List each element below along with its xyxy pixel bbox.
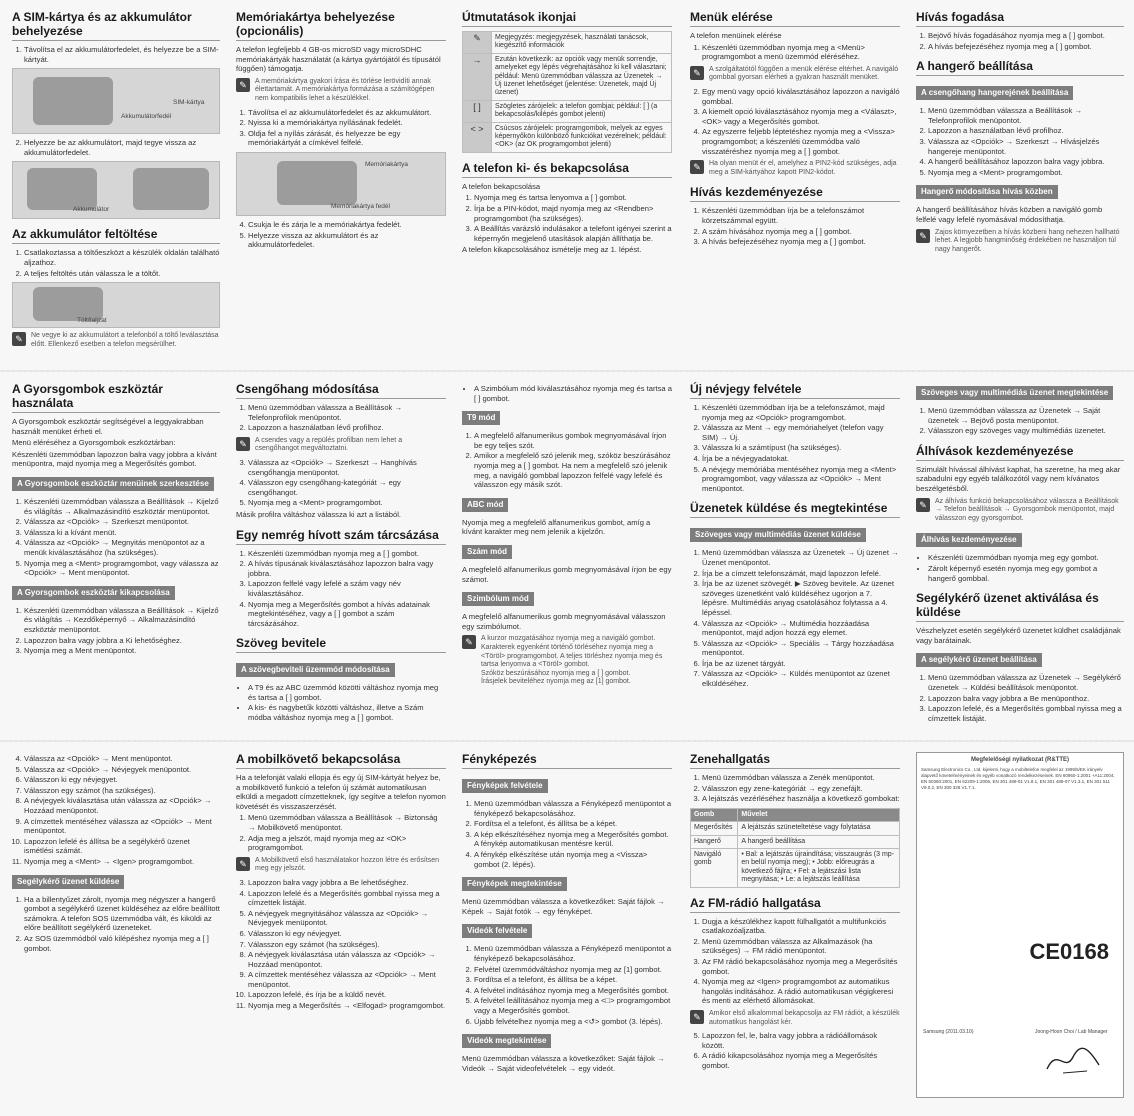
list-item: 8. A névjegyek kiválasztása után válassza az <Opciók> → Hozzáad menüpontot. [248,950,446,969]
label-card-lock: Memóriakártya fedél [331,202,390,210]
column-icons [462,10,672,365]
text-input-bullets [236,683,446,722]
table-cell: Megerősítés [691,822,738,835]
list-item: 11. Nyomja meg a <Ment> → <Igen> programgombot. [24,857,220,867]
list-item: 2. Lapozzon balra vagy jobbra a Be menüponthoz. [928,694,1124,704]
list-item: 4. Válassza az <Opciók> → Megnyitás menüpontot az a menük kiválasztásához (ha szükséges). [24,538,220,557]
table-cell: A hangerő beállítása [738,835,900,848]
charging-steps [12,248,220,278]
list-item: 1. Készenléti üzemmódban írja be a telefonszámot körzetszámmal együtt. [702,206,900,225]
list-item: 2. Nyissa ki a memóriakártya nyílásának fedelét. [248,118,446,128]
power-intro: A telefon bekapcsolása [462,181,541,191]
sos-send-steps [12,895,220,954]
list-item: 1. Ha a billentyűzet zárolt, nyomja meg négyszer a hangerő gombot a segélykérő üzenet küldéséhez az előre beállított számokra. A telefon SOS üzemmódba vált, és kiküldi az előre beállított segélykérő üzeneteket. [24,895,220,933]
list-item: 2. Egy menü vagy opció kiválasztásához lapozzon a navigáló gombbal. [702,87,900,106]
column-ringtone [236,382,446,734]
subsection-bar: ABC mód [462,498,508,512]
list-item: 5. Lapozzon fel, le, balra vagy jobbra a rádióállomások között. [702,1031,900,1050]
table-header: Gomb [691,808,738,821]
list-item: 6. Újabb felvételhez nyomja meg a <↺> gombot (3. lépés). [474,1017,672,1027]
list-item: 1. Nyomja meg és tartsa lenyomva a [ ] gombot. [474,193,672,203]
list-item: 1. Dugja a készülékhez kapott fülhallgatót a multifunkciós csatlakozóaljzatba. [702,917,900,936]
note-icon: ✎ [690,1010,704,1024]
list-item: 1. A megfelelő alfanumerikus gombok megnyomásával írjon be egy teljes szót. [474,431,672,450]
square-brackets-icon: [ ] [463,100,492,122]
list-item: 3. A kép elkészítéséhez nyomja meg a Megerősítés gombot. A fénykép automatikusan mentésre kerül. [474,830,672,849]
sim-illustration [12,68,220,134]
list-item: 5. A névjegyek megnyitásához válassza az <Opciók> → Névjegyek menüpontot. [248,909,446,928]
list-item: 7. Válassza az <Opciók> → Küldés menüpontot az üzenet elküldéséhez. [702,669,900,688]
note-icon: ✎ [463,32,492,54]
list-item: 1. Távolítsa el az akkumulátorfedelet, és helyezze be a SIM-kártyát. [24,45,220,64]
list-item: 5. Helyezze vissza az akkumulátort és az akkumulátorfedelet. [248,231,446,250]
note-box [916,498,1124,524]
list-item: 8. A névjegyek kiválasztása után válassza az <Opciók> → Hozzáad menüpontot. [24,796,220,815]
list-item: • A kis- és nagybetűk közötti váltáshoz, illetve a Szám módba váltáshoz nyomja meg a [ ] gombot. [248,703,446,722]
subsection-bar: A Gyorsgombok eszköztár kikapcsolása [12,586,175,600]
charger-illustration [12,282,220,328]
list-item: 2. Felvétel üzemmódváltáshoz nyomja meg az [1] gombot. [474,965,672,975]
list-item: 2. A teljes feltöltés után válassza le a töltőt. [24,269,220,279]
table-cell: A lejátszás szüneteltetése vagy folytatása [738,822,900,835]
list-item: 6. Írja be az üzenet tárgyát. [702,659,900,669]
label-charger: Töltőaljzat [77,317,107,325]
note-line: Szóköz beszúrásához nyomja meg a [ ] gombot. [481,669,631,677]
column-sim-battery [12,10,220,365]
list-item: 2. Írja be a címzett telefonszámát, majd lapozzon lefelé. [702,569,900,579]
table-row [463,100,672,122]
list-item: 1. Készenléti üzemmódban nyomja meg a <Menü> programgombot a menü üzemmód eléréséhez. [702,43,900,62]
fake-call-bullets [916,553,1124,583]
list-item: 1. Menü üzemmódban válassza az Üzenetek → Segélykérő üzenetek → Küldési beállítások menüpontot. [928,673,1124,692]
list-item: 1. Menü üzemmódban válassza az Üzenetek → Saját üzenetek → Bejövő posta menüpontot. [928,406,1124,425]
section-title-answer: Hívás fogadása [916,10,1124,27]
list-item: • Zárolt képernyő esetén nyomja meg egy gombot a hangerő gombbal. [928,564,1124,583]
section-title-charging: Az akkumulátor feltöltése [12,227,220,244]
note-icon: ✎ [916,229,930,243]
icon-desc: Ezután következik: az opciók vagy menük sorrendje, amelyeket egy lépés végrehajtásához ki kell választani; például: Menü üzemmódban válassza az Üzenetek → Új üzenet lehetőséget (jelentése: Üzenetek, majd Új üzenet) [492,53,672,100]
list-item: 10. Lapozzon lefelé, és írja be a küldő nevét. [248,990,446,1000]
list-item: 2. Válasszon egy zene-kategóriát → egy zenefájlt. [702,784,900,794]
icon-desc: Megjegyzés: megjegyzések, használati tanácsok, kiegészítő információk [492,32,672,54]
radio-steps [690,917,900,1006]
list-item: 4. Válasszon egy csengőhang-kategóriát → egy csengőhangot. [248,478,446,497]
list-item: 4. Nyomja meg a Megerősítés gombot a hívás adatainak megtekintéséhez, vagy a [ ] gombot a szám tárcsázásához. [248,600,446,629]
table-header: Művelet [738,808,900,821]
note-text: A memóriakártya gyakori írása és törlése lerövidíti annak élettartamát. A memóriakártya formázása a számítógépen nem kompatibilis lehet a készülékkel. [255,77,435,102]
column-input-modes [462,382,672,734]
tracker-steps [236,813,446,852]
list-item: 6. Válasszon ki egy névjegyet. [248,929,446,939]
signature-date: Samsung (2011.03.10) [923,1029,974,1035]
subsection-bar: Szöveges vagy multimédiás üzenet küldése [690,528,866,542]
section-title-music: Zenehallgatás [690,752,900,769]
phone-image [277,161,357,205]
list-item: 3. A kiemelt opció kiválasztásához nyomja meg a <Választ>, <OK> vagy a Megerősítés gombot. [702,107,900,126]
table-row [691,835,900,848]
section-title-redial: Egy nemrég hívott szám tárcsázása [236,528,446,545]
list-item: 4. Nyomja meg az <Igen> programgombot az automatikus hangolás indításához. A rádió automatikusan végigkeresi és menti az elérhető állomásokat. [702,977,900,1006]
section-title-memory: Memóriakártya behelyezése (opcionális) [236,10,446,41]
list-item: 1. Menü üzemmódban válassza a Beállítások → Telefonprofilok menüpontot. [928,106,1124,125]
list-item: 4. A fénykép elkészítése után nyomja meg a <Vissza> gombot (2. lépés). [474,850,672,869]
power-steps [462,193,672,243]
subsection-bar: Fényképek megtekintése [462,877,567,891]
list-item: 2. Lapozzon a használatban lévő profilhoz. [248,423,446,433]
column-answer-volume [916,10,1124,365]
memory-steps-2 [236,220,446,250]
list-item: 1. Távolítsa el az akkumulátorfedelet és az akkumulátort. [248,108,446,118]
list-item: 1. Készenléti üzemmódban válassza a Beállítások → Kijelző és világítás → Alkalmazásindító eszköztár menüpontot. [24,497,220,516]
menus-steps-2 [690,87,900,156]
list-item: 4. Válassza az <Opciók> → Multimédia hozzáadása menüpontot, majd adjon hozzá egy elemet. [702,619,900,638]
list-item: 7. Válasszon egy számot (ha szükséges). [248,940,446,950]
list-item: 5. Válassza az <Opciók> → Névjegyek menüpontot. [24,765,220,775]
list-item: 2. Lapozzon a használatban lévő profilhoz. [928,126,1124,136]
list-item: 2. Írja be a PIN-kódot, majd nyomja meg az <Rendben> programgombot (ha szükséges). [474,204,672,223]
subsection-bar: Szimbólum mód [462,592,534,606]
table-row [463,122,672,152]
note-text: Zajos környezetben a hívás közbeni hang nehezen hallható lehet. A legjobb hangminőség érdekében ne használjon túl nagy hangerőt. [935,228,1120,253]
list-item: 10. Lapozzon lefelé és állítsa be a segélykérő üzenet ismétlési számát. [24,837,220,856]
note-text [481,635,672,687]
subsection-bar: T9 mód [462,411,500,425]
list-item: 11. Nyomja meg a Megerősítés → <Elfogad> programgombot. [248,1001,446,1011]
section-title-camera: Fényképezés [462,752,672,769]
redial-steps [236,549,446,629]
list-item: 3. Fordítsa el a telefont, és állítsa be a képet. [474,975,672,985]
subsection-bar: A szövegbeviteli üzemmód módosítása [236,663,395,677]
list-item: 3. Válassza ki a számtípust (ha szükséges). [702,443,900,453]
tracker-steps-2 [236,878,446,1011]
declaration-body: Samsung Electronics Co., Ltd. kijelenti, hogy a mobiltelefon megfelel az 1999/5/EK irányelv alapvető követelményeinek és egyéb vonatkozó rendelkezéseinek. EN 60950-1:2001 +A11:2004, EN 50360:2001, EN 62209-1:2006, EN 301 489-01 V1.8.1, EN 301 489-07 V1.3.1, EN 301 511 V9.0.2, EN 300 328 V1.7.1. [921,767,1115,790]
angle-brackets-icon: < > [463,122,492,152]
t9-steps [462,431,672,490]
sos-steps-continued [12,754,220,867]
list-item: 4. Az egyszerre feljebb léptetéshez nyomja meg a <Vissza> programgombot; a készenléti üzemmódba való visszatéréshez nyomja meg a [ ] gombot. [702,127,900,156]
list-item: 3. Válassza az <Opciók> → Szerkeszt → Hanghívás csengőhangja menüpontot. [248,458,446,477]
subsection-bar: Hangerő módosítása hívás közben [916,185,1058,199]
list-item: 1. Csatlakoztassa a töltőeszközt a készülék oldalán található aljzathoz. [24,248,220,267]
list-item: • A T9 és az ABC üzemmód közötti váltáshoz nyomja meg és tartsa a [ ] gombot. [248,683,446,702]
fake-call-text: Szimulált hívással álhívást kaphat, ha szeretne, ha meg akar szabadulni egy egyéb találkozótól vagy nem kívánatos beszélgetésből. [916,464,1121,493]
list-item: 2. Válassza az Ment → egy memóriahelyet (telefon vagy SIM) → Új. [702,423,900,442]
radio-steps-2 [690,1031,900,1070]
note-text: Ha olyan menüt ér el, amelyhez a PIN2-kód szükséges, adja meg a SIM-kártyához kapott PIN2-kódot. [709,160,897,176]
list-item: 3. Válassza ki a kívánt menüt. [24,528,220,538]
list-item: 1. Menü üzemmódban válassza a Fényképező menüpontot a fényképező bekapcsolásához. [474,944,672,963]
list-item: • A Szimbólum mód kiválasztásához nyomja meg és tartsa a [ ] gombot. [474,384,672,403]
column-mobile-tracker [236,752,446,1108]
menus-steps [690,43,900,62]
column-sos-continued [12,752,220,1108]
column-memory-card [236,10,446,365]
list-item: 1. Bejövő hívás fogadásához nyomja meg a [ ] gombot. [928,31,1124,41]
subsection-bar: Fényképek felvétele [462,779,548,793]
note-icon: ✎ [236,78,250,92]
list-item: 1. Menü üzemmódban válassza a Zenék menüpontot. [702,773,900,783]
column-fake-call-sos [916,382,1124,734]
list-item: 5. Válassza az <Opciók> → Speciális → Tárgy hozzáadása menüpontot. [702,639,900,658]
section-title-contact: Új névjegy felvétele [690,382,900,399]
sos-text: Vészhelyzet esetén segélykérő üzenetet küldhet családjának vagy barátainak. [916,626,1121,645]
list-item: 2. Lapozzon balra vagy jobbra a Ki lehetőséghez. [24,636,220,646]
section-title-messages: Üzenetek küldése és megtekintése [690,501,900,518]
list-item: 3. Válassza az <Opciók> → Szerkeszt → Hívásjelzés hangereje menüpontot. [928,137,1124,156]
view-video-text: Menü üzemmódban válassza a következőket: Saját fájlok → Videók → Saját videofelvételek → egy videót. [462,1054,665,1073]
list-item: 3. Írja be az üzenet szövegét. ▶ Szöveg bevitele. Az üzenet szöveges üzenetként való küldéséhez ugorjon a 7. lépésre. Multimédiás anyag csatolásához folytassa a 4. lépéssel. [702,579,900,617]
label-battery: Akkumulátor [73,206,110,214]
list-item: 1. Menü üzemmódban válassza a Fényképező menüpontot a fényképező bekapcsolásához. [474,799,672,818]
note-line: A kurzor mozgatásához nyomja meg a navigáló gombot. [481,635,656,643]
music-controls-table [690,808,900,888]
subsection-bar: Szám mód [462,545,512,559]
note-text: Amikor első alkalommal bekapcsolja az FM rádiót, a készülék automatikus hangolást kér. [709,1009,900,1026]
list-item: 6. A rádió kikapcsolásához nyomja meg a Megerősítés gombot. [702,1051,900,1070]
section-title-sos: Segélykérő üzenet aktiválása és küldése [916,591,1124,622]
list-item: 4. Csukja le és zárja le a memóriakártya fedelét. [248,220,446,230]
section-title-fake-call: Álhívások kezdeményezése [916,444,1124,461]
list-item: 1. Készenléti üzemmódban nyomja meg a [ ] gombot. [248,549,446,559]
music-steps [690,773,900,804]
symbol-text: A megfelelő alfanumerikus gomb megnyomásával válasszon egy szimbólumot. [462,612,666,631]
list-item: 3. Oldja fel a nyílás zárását, és helyezze be egy memóriakártyát a címkével felfelé. [248,129,446,148]
list-item: 2. Helyezze be az akkumulátort, majd tegye vissza az akkumulátorfedelet. [24,138,220,157]
column-declaration [916,752,1124,1108]
note-line: Írásjelek beviteléhez nyomja meg az [1] gombot. [481,678,631,686]
note-box [462,635,672,687]
arrow-right-icon: → [463,53,492,100]
list-item: 1. Készenléti üzemmódban írja be a telefonszámot, majd nyomja meg az <Opciók> programgombot. [702,403,900,422]
table-row [463,53,672,100]
section-title-power: A telefon ki- és bekapcsolása [462,161,672,178]
phone-image [27,168,97,210]
table-cell: Navigáló gomb [691,849,738,888]
table-row [691,822,900,835]
note-text: A csendes vagy a repülés profilban nem lehet a csengőhangot megváltoztatni. [255,436,403,453]
list-item: 5. A felvétel leállításához nyomja meg a <□> programgombot vagy a Megerősítés gombot. [474,996,672,1015]
note-icon: ✎ [690,66,704,80]
video-steps [462,944,672,1026]
section-title-call: Hívás kezdeményezése [690,185,900,202]
shortcuts-off-steps [12,606,220,656]
battery-illustration [12,161,220,219]
section-title-shortcuts: A Gyorsgombok eszköztár használata [12,382,220,413]
note-icon: ✎ [916,498,930,512]
table-header-row [691,808,900,821]
list-item: 7. Válasszon egy számot (ha szükséges). [24,786,220,796]
list-item: 3. A lejátszás vezérléséhez használja a következő gombokat: [702,794,900,804]
phone-image [133,168,209,210]
section-title-menus: Menük elérése [690,10,900,27]
ringtone-steps [236,403,446,433]
section-title-ringtone: Csengőhang módosítása [236,382,446,399]
subsection-bar: Segélykérő üzenet küldése [12,875,124,889]
memory-illustration [236,152,446,216]
list-item: 2. A hívás típusának kiválasztásához lapozzon balra vagy jobbra. [248,559,446,578]
icon-desc: Szögletes zárójelek: a telefon gombjai; például: [ ] (a bekapcsolás/kilépés gombot jelenti) [492,100,672,122]
list-item: 5. Nyomja meg a <Ment> programgombot. [928,168,1124,178]
memory-intro: A telefon legfeljebb 4 GB-os microSD vagy microSDHC memóriakártyák használatát (a kártya gyártójától és típusától függően) támogatja. [236,45,441,74]
list-item: 9. A címzettek mentéséhez válassza az <Opciók> → Ment menüpontot. [248,970,446,989]
column-music-radio [690,752,900,1108]
note-text: A Mobilkövető első használatakor hozzon létre és erősítsen meg egy jelszót. [255,856,440,873]
menus-intro: A telefon menüinek elérése [690,31,782,40]
note-box [690,160,900,177]
symbol-bullet [462,384,672,403]
label-cover: Akkumulátorfedél [121,113,172,121]
volume-steps [916,106,1124,177]
list-item: 2. Fordítsa el a telefont, és állítsa be a képet. [474,819,672,829]
note-box [236,437,446,454]
ce-mark: CE0168 [1029,939,1109,964]
note-box [690,66,900,83]
section-title-sim: A SIM-kártya és az akkumulátor behelyezése [12,10,220,41]
section-title-text-input: Szöveg bevitele [236,636,446,653]
list-item: 5. Nyomja meg a <Ment> programgombot, vagy válassza az <Opciók> → Ment menüpontot. [24,559,220,578]
list-item: 3. Lapozzon balra vagy jobbra a Be lehetőséghez. [248,878,446,888]
call-steps [690,206,900,246]
list-item: 9. A címzettek mentéséhez válassza az <Opciók> → Ment menüpontot. [24,817,220,836]
note-icon: ✎ [12,332,26,346]
list-item: 4. Lapozzon lefelé és a Megerősítés gombbal nyissa meg a címzettek listáját. [248,889,446,908]
list-item: 3. Lapozzon lefelé, és a Megerősítés gombbal nyissa meg a címzettek listáját. [928,704,1124,723]
table-cell: Hangerő [691,835,738,848]
column-shortcuts [12,382,220,734]
note-box [236,78,446,104]
list-item: 1. Készenléti üzemmódban válassza a Beállítások → Kijelző és világítás → Kezdőképernyő → Alkalmazásindító eszköztár menüpontot. [24,606,220,635]
number-text: A megfelelő alfanumerikus gomb megnyomásával írjon be egy számot. [462,564,672,584]
icon-desc: Csúcsos zárójelek: programgombok, melyek az egyes képernyőkön különböző funkciókat vezérelnek; például: <OK> (az OK programgombot jelenti) [492,122,672,152]
ringtone-steps-2 [236,458,446,508]
list-item: 4. Írja be a névjegyadatokat. [702,454,900,464]
message-steps [690,548,900,688]
list-item: 1. Menü üzemmódban válassza az Üzenetek → Új üzenet → Üzenet menüpontot. [702,548,900,567]
subsection-bar: Videók megtekintése [462,1034,551,1048]
label-sim: SIM-kártya [173,99,205,107]
contact-steps [690,403,900,493]
list-item: 2. A hívás befejezéséhez nyomja meg a [ ] gombot. [928,42,1124,52]
list-item: 5. A névjegy memóriába mentéséhez nyomja meg a <Ment> programgombot, vagy válassza az <Opciók> → Ment menüpontot. [702,465,900,494]
list-item: 5. Nyomja meg a <Ment> programgombot. [248,498,446,508]
memory-steps [236,108,446,148]
phone-image [33,287,103,321]
shortcuts-line: Menü eléréséhez a Gyorsgombok eszköztárban: [12,438,176,448]
tracker-intro: Ha a telefonját valaki ellopja és egy új SIM-kártyát helyez be, a mobilkövető funkció a telefon új számát automatikusan elküldi a megadott címzetteknek, így segítve a telefon nyomon követését és visszaszerzését. [236,773,446,811]
declaration-of-conformity [916,752,1124,1098]
shortcuts-intro: A Gyorsgombok eszköztár segítségével a leggyakrabban használt menüket érheti el. [12,417,204,436]
list-item: 3. Nyomja meg a Ment menüpontot. [24,646,220,656]
list-item: 3. A hívás befejezéséhez nyomja meg a [ ] gombot. [702,237,900,247]
list-item: 4. Válassza az <Opciók> → Ment menüpontot. [24,754,220,764]
note-box [690,1010,900,1027]
list-item: 3. Az FM rádió bekapcsolásához nyomja meg a Megerősítés gombot. [702,957,900,976]
subsection-bar: A Gyorsgombok eszköztár menüinek szerkesztése [12,477,214,491]
shortcuts-line: Készenléti üzemmódban lapozzon balra vagy jobbra a kívánt menüpontra, majd nyomja meg a Megerősítés gombot. [12,449,217,469]
list-item: • Készenléti üzemmódban nyomja meg egy gombot. [928,553,1124,563]
note-box [916,229,1124,255]
note-line: Karakterek egyenként történő törléséhez nyomja meg a <Töröl> programgombot. A teljes törléshez nyomja meg és tartsa lenyomva a <Töröl> gombot. [481,643,663,669]
declaration-title: Megfelelőségi nyilatkozat (R&TTE) [970,757,1069,763]
subsection-bar: Álhívás kezdeményezése [916,533,1022,547]
view-message-steps [916,406,1124,436]
note-icon: ✎ [462,635,476,649]
note-box [12,332,220,349]
sim-steps [12,45,220,64]
note-text: Ne vegye ki az akkumulátort a telefonból a töltő leválasztása előtt. Ellenkező esetben a telefon megsérülhet. [31,332,219,348]
subsection-bar: Videók felvétele [462,924,532,938]
answer-steps [916,31,1124,51]
signature-image [1043,1043,1103,1077]
note-text: A szolgáltatótól függően a menük elérése eltérhet. A navigáló gombbal gyorsan elérheti a gyakran használt menüket. [709,65,899,82]
battery-steps [12,138,220,157]
note-icon: ✎ [690,160,704,174]
section-title-radio: Az FM-rádió hallgatása [690,896,900,913]
column-camera [462,752,672,1108]
list-item: 2. Amikor a megfelelő szó jelenik meg, szóköz beszúrásához nyomja meg a [ ] gombot. Ha nem a megfelelő szó jelenik meg, a navigáló gombbal lapozzon felfelé vagy lefelé és válasszon egy másik szót. [474,451,672,489]
table-row [691,849,900,888]
subsection-bar: Szöveges vagy multimédiás üzenet megtekintése [916,386,1113,400]
list-item: 3. A Beállítás varázsló indulásakor a telefont igényei szerint a képernyőn megjelenő utasítások alapján állíthatja be. [474,224,672,243]
section-title-icons: Útmutatások ikonjai [462,10,672,27]
photo-steps [462,799,672,869]
section-title-volume: A hangerő beállítása [916,59,1124,76]
section-title-tracker: A mobilkövető bekapcsolása [236,752,446,769]
subsection-bar: A segélykérő üzenet beállítása [916,653,1042,667]
icons-table [462,31,672,153]
signature-name: Joong-Hoon Choi / Lab Manager [1035,1029,1108,1035]
table-cell: • Bal: a lejátszás újraindítása; visszaugrás (3 mp-en belül nyomja meg); • Jobb: előreugrás a következő fájlra; • Fel: a lejátszási lista megnyitása; • Le: a lejátszás leállítása [738,849,900,888]
label-card: Memóriakártya [365,160,408,168]
note-text: Az álhívás funkció bekapcsolásához válassza a Beállítások → Telefon beállítások → Gyorsgombok menüpontot, majd válasszon egy gyorsgombot. [935,497,1119,522]
ringtone-line: Másik profilra váltáshoz válassza ki azt a listából. [236,509,402,519]
list-item: 1. Menü üzemmódban válassza a Beállítások → Biztonság → Mobilkövető menüpontot. [248,813,446,832]
phone-image [33,77,113,125]
list-item: 3. Lapozzon felfelé vagy lefelé a szám vagy név kiválasztásához. [248,579,446,598]
table-row [463,32,672,54]
list-item: 4. A felvétel indításához nyomja meg a Megerősítés gombot. [474,986,672,996]
note-box [236,857,446,874]
list-item: 6. Válasszon ki egy névjegyet. [24,775,220,785]
list-item: 4. A hangerő beállításához lapozzon balra vagy jobbra. [928,157,1124,167]
column-contacts-messages [690,382,900,734]
call-volume-text: A hangerő beállításához hívás közben a navigáló gomb felfelé vagy lefelé nyomásával módosíthatja. [916,205,1103,224]
shortcuts-edit-steps [12,497,220,578]
power-off: A telefon kikapcsolásához ismételje meg az 1. lépést. [462,245,642,255]
list-item: 2. Az SOS üzemmódból való kilépéshez nyomja meg a [ ] gombot. [24,934,220,953]
note-icon: ✎ [236,857,250,871]
list-item: 2. Válasszon egy szöveges vagy multimédiás üzenetet. [928,426,1124,436]
view-photo-text: Menü üzemmódban válassza a következőket: Saját fájlok → Képek → Saját fotók → egy fényképet. [462,897,665,916]
list-item: 2. Menü üzemmódban válassza az Alkalmazások (ha szükséges) → FM rádió menüpontot. [702,937,900,956]
subsection-bar: A csengőhang hangerejének beállítása [916,86,1073,100]
list-item: 1. Menü üzemmódban válassza a Beállítások → Telefonprofilok menüpontot. [248,403,446,422]
list-item: 2. Válassza az <Opciók> → Szerkeszt menüpontot. [24,517,220,527]
column-menus [690,10,900,365]
note-icon: ✎ [236,437,250,451]
list-item: 2. A szám hívásához nyomja meg a [ ] gombot. [702,227,900,237]
sos-steps [916,673,1124,723]
list-item: 2. Adja meg a jelszót, majd nyomja meg az <OK> programgombot. [248,834,446,853]
abc-text: Nyomja meg a megfelelő alfanumerikus gombot, amíg a kívánt karakter meg nem jelenik a kijelzőn. [462,517,651,537]
